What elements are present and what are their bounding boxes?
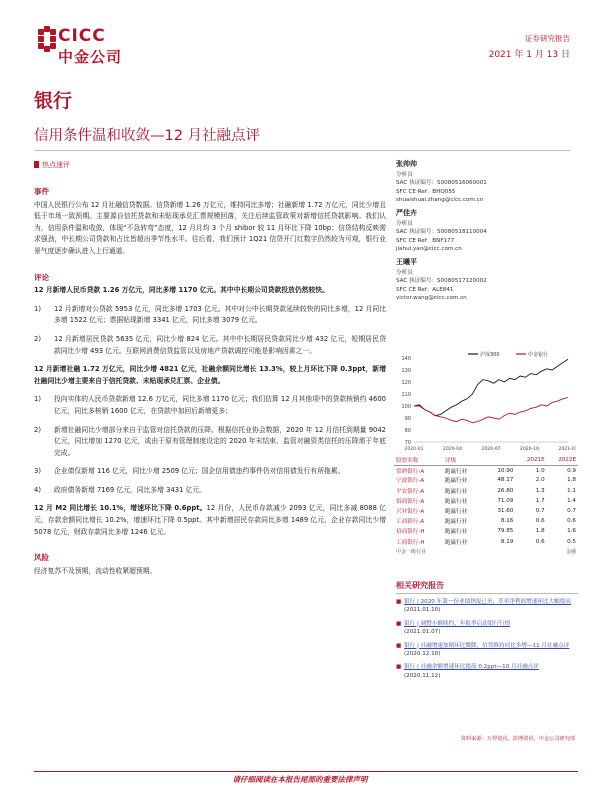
event-paragraph: 中国人民银行公布 12 月社融信贷数据。信贷新增 1.26 万亿元，维持同比多增；社融新增 1.72 万亿元，同比少增且低于市场一致预期。主要源自信托贷款和未贴现承兑汇票规模回落，关注后续监管政策对新增信托贷款影响。我们认为，信用条件温和收敛，体现“不急转弯”态度，12 月月均 3 个月 shibor 较 11 月环比下降 10bp；信贷结构反映需求强劲，中长期公司贷款和占比皆超出季节性水平。往后看，我们预计 1Q21 信贷开门红数字仍然较为可观，银行业景气度逐步确认进入上行通道。: [34, 200, 386, 255]
analyst-panel: [396, 160, 576, 307]
analyst-card: 张帅帅 分析员 SAC 执证编号：S0080516060001 SFC CE Ref：BHQ055 shuaishuai.zhang@cicc.com.cn: [396, 160, 576, 205]
title-divider: [34, 150, 570, 151]
list-item: 1) 投向实体的人民币贷款新增 12.6 万亿元，同比多增 1170 亿元；我们估算 12 月其他项中的贷款核销约 4600 亿元，同比多核销 1600 亿元，在贷款中加回后新增更多；: [34, 395, 386, 415]
series-line-沪深300: [414, 359, 568, 415]
list-item: 2) 12 月新增居民贷款 5635 亿元，同比少增 824 亿元。其中中长期居民贷款同比少增 432 亿元，短期居民贷款同比少增 493 亿元。互联网消费信贷监管以及房地产贷款调控可能是影响因素之一。: [34, 334, 386, 355]
y-tick-label: 100: [401, 404, 411, 410]
analyst-email[interactable]: jiahui.yan@cicc.com.cn: [396, 246, 462, 253]
price-chart-svg: [396, 348, 576, 456]
related-report-link[interactable]: 银行 | 社融余额增速环比提高 0.2ppt—10 月社融点评: [404, 664, 539, 671]
related-report-link[interactable]: 银行 | 社融增速加剧环比微降，信贷维持同比多增—11 月社融点评: [404, 642, 570, 649]
price-chart: [396, 348, 576, 456]
bullet-icon: ■: [396, 664, 402, 671]
sector-title: 银行: [34, 90, 73, 112]
x-tick-label: 2021-01: [558, 447, 576, 452]
list-item: 1) 12 月新增对公贷款 5953 亿元，同比多增 1703 亿元。其中对公中长期贷款延续较快的同比多增，12 月同比多增 1522 亿元；票据贴现新增 3341 亿元，同比多增 3079 亿元。: [34, 304, 386, 325]
table-row: 工商银行-A 跑赢行业 8.16 0.6 0.6: [396, 518, 576, 526]
list-item: 2) 新增社融同比少增部分来自于监管对信托贷款的压降。根据信托业协会数据，2020 年 12 月信托到期量 9042 亿元，同比增加 1270 亿元，或由于原有管理制度设定的 2020 年末结束、监管对融资类信托的压降需于年底完成。: [34, 425, 386, 457]
list-item: 3) 企业债仅新增 116 亿元，同比少增 2509 亿元；国企信用债违约事件仍对信用债发行有所拖累。: [34, 467, 345, 476]
analyst-card: 王曦平 分析员 SAC 执证编号：S0080517120002 SFC CE Ref：ALE841 victor.wang@cicc.com.cn: [396, 258, 576, 303]
event-heading: 事件: [34, 187, 49, 196]
x-tick-label: 2020-10: [519, 447, 540, 452]
y-tick-label: 110: [401, 392, 411, 398]
related-reports-heading: 相关研究报告: [396, 581, 444, 590]
y-tick-label: 130: [401, 368, 411, 374]
stock-table: [394, 455, 578, 557]
related-report-link[interactable]: 银行 | 调整小额续约，年报季启动银行行情: [404, 620, 511, 627]
related-report-item[interactable]: ■ 银行 | 社融余额增速环比提高 0.2ppt—10 月社融点评 (2020.11.12): [396, 664, 539, 679]
risk-text: 经济复苏不及预期，流动性收紧超预期。: [34, 566, 157, 575]
related-report-item[interactable]: ■ 银行 | 调整小额续约，年报季启动银行行情 (2021.01.07): [396, 620, 511, 636]
y-tick-label: 70: [404, 440, 411, 446]
cicc-logo: [38, 26, 128, 68]
report-type: 证券研究报告: [525, 34, 570, 43]
table-row: 工商银行-H 跑赢行业 8.19 0.6 0.5: [396, 538, 576, 546]
table-row: 招商银行-H 跑赢行业 79.85 1.8 1.6: [396, 528, 576, 536]
analyst-email[interactable]: shuaishuai.zhang@cicc.com.cn: [396, 197, 484, 204]
bullet-icon: ■: [396, 599, 402, 605]
logo-text-cn: 中金公司: [58, 48, 123, 66]
analyst-card: 严佳卉 分析员 SAC 执证编号：S0080518110004 SFC CE Ref：BNF177 jiahui.yan@cicc.com.cn: [396, 209, 576, 254]
bullet-icon: ■: [396, 620, 402, 627]
related-report-item[interactable]: ■ 银行 | 社融增速加剧环比微降，信贷维持同比多增—11 月社融点评 (2020.12.10): [396, 642, 570, 658]
comment-heading: 评论: [34, 272, 49, 282]
table-row: 常熟银行-A 跑赢行业 10.90 1.0 0.9: [396, 467, 576, 475]
logo-mark-icon: [38, 26, 56, 62]
x-tick-label: 2020-01: [404, 447, 424, 452]
tag-marker-icon: [34, 161, 39, 168]
table-row: 兴业银行-A 跑赢行业 31.60 0.7 0.7: [396, 508, 576, 516]
comment-lead-loans: 12 月新增人民币贷款 1.26 万亿元，同比多增 1170 亿元。其中中长期公司贷款投放仍然较快。: [34, 286, 329, 295]
series-line-中金银行: [414, 398, 568, 423]
risk-heading: 风险: [34, 553, 49, 563]
source-note: 资料来源：万得资讯，彭博资讯，中金公司研究部: [460, 736, 575, 742]
main-column: [34, 186, 386, 579]
legend-label: 中金银行: [528, 352, 549, 358]
logo-text-en: CICC: [58, 26, 106, 46]
y-tick-label: 120: [401, 380, 411, 386]
legend-label: 沪深300: [480, 352, 500, 358]
y-tick-label: 90: [404, 416, 411, 422]
related-divider: [396, 593, 578, 594]
legal-footer: 请仔细阅读在本报告尾部的重要法律声明: [232, 775, 368, 784]
x-tick-label: 2020-07: [481, 447, 501, 452]
table-row: 平安银行-A 跑赢行业 26.80 1.3 1.1: [396, 487, 576, 495]
analyst-email[interactable]: victor.wang@cicc.com.cn: [396, 295, 467, 302]
table-row: 宁波银行-A 跑赢行业 48.17 2.0 1.8: [396, 477, 576, 485]
report-date: 2021 年 1 月 13 日: [488, 50, 570, 60]
y-tick-label: 80: [404, 428, 411, 434]
list-item: 4) 政府债务新增 7169 亿元，同比多增 3431 亿元。: [34, 485, 206, 494]
bullet-icon: ■: [396, 642, 402, 649]
related-report-item[interactable]: ■ 银行 | 2020 年第一份业绩快报已至，草率净利润增速环比大幅提高 (2021.01.10): [396, 599, 571, 614]
table-header: 股票名称 评级 2021E 2022E: [396, 456, 576, 464]
table-footer: 中金一级行业 金融: [396, 549, 576, 556]
y-tick-label: 140: [401, 356, 411, 362]
report-tag: 热点速评: [42, 161, 70, 169]
footer-divider: [34, 771, 578, 772]
report-title: 信用条件温和收敛—12 月社融点评: [34, 128, 261, 144]
loan-points: [34, 304, 386, 357]
tsf-points: [34, 394, 386, 496]
comment-lead-tsf: 12 月新增社融 1.72 万亿元，同比少增 4821 亿元，社融余额同比增长 13.3%，较上月环比下降 0.3ppt，新增社融同比少增主要来自于信托贷款、未贴现承兑汇票、企业债。: [34, 365, 386, 385]
comment-m2-paragraph: 12 月 M2 同比增长 10.1%，增速环比下降 0.6ppt。12 月份，人民币存款减少 2093 亿元，同比多减 8088 亿元，存款余额同比增长 10.2%，增速环比下降 0.5ppt。其中新增居民存款同比多增 1489 亿元，企业存款同比少增 5078 亿元，财政存款同比多增 1246 亿元。: [34, 504, 387, 536]
x-tick-label: 2020-04: [442, 447, 463, 452]
table-row: 招商银行-A 跑赢行业 71.09 1.7 1.4: [396, 497, 576, 505]
related-reports-list: [396, 598, 578, 685]
related-report-link[interactable]: 银行 | 2020 年第一份业绩快报已至，草率净利润增速环比大幅提高: [404, 599, 571, 605]
